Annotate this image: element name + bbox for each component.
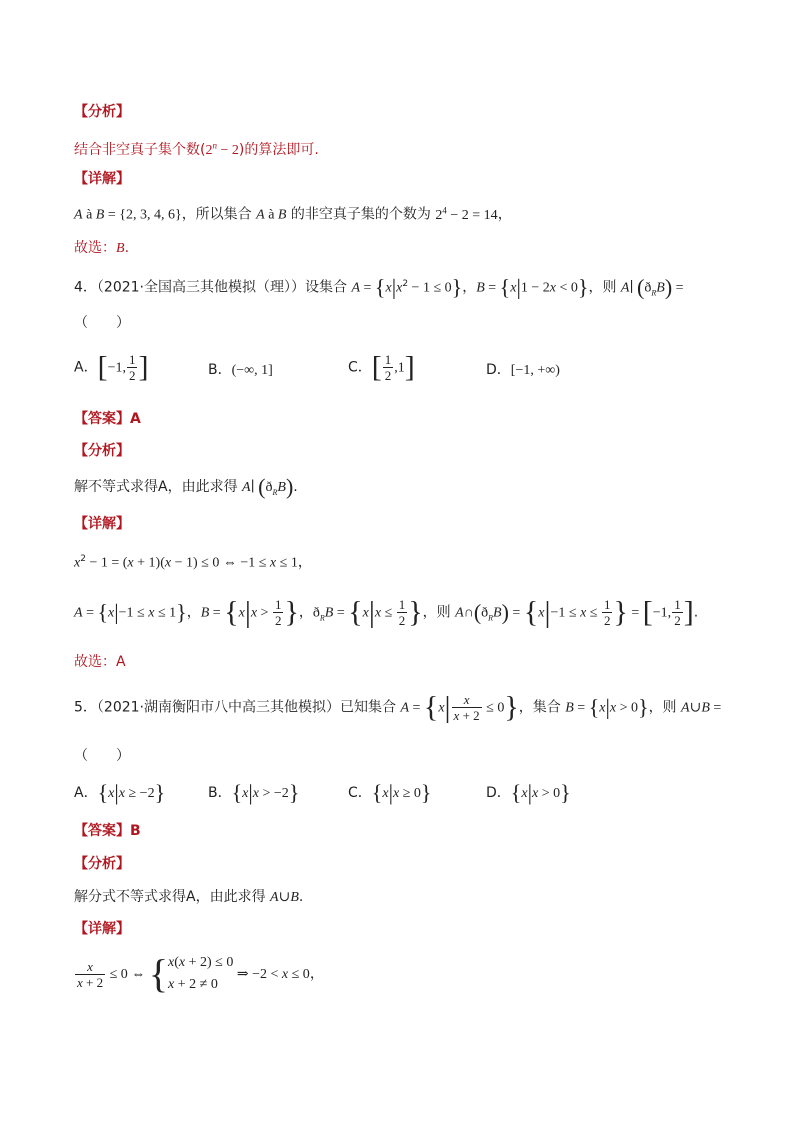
detail-line2-4: A = {x|−1 ≤ x ≤ 1}，B = {x|x > $\frac{1}{2}$ }，$ð_RB = \{x|x$ ≤ $\frac{1}{2}$ }，则 $A\cap(ð_RB) = \{x|-1 \le x$ ≤ $\frac{1}{2}$ } = [−1, $\frac{1}{2}$ ]. xyxy=(74,595,699,629)
detail-line1-5: $\frac{x}{x + 2}$ ≤ 0 ⇔ { x(x + 2) ≤ 0 x + 2 ≠ 0 ⇒ −2 < x ≤ 0， xyxy=(77,951,324,996)
answer-label-5: 【答案】B xyxy=(74,823,141,839)
detail-label-4: 【详解】 xyxy=(74,516,130,532)
analysis-text-5: 解分式不等式求得A，由此求得 A∪B. xyxy=(74,889,304,905)
q5-option-a[interactable]: A．{x|x ≥ −2} xyxy=(74,780,166,805)
analysis-label-3: 【分析】 xyxy=(74,104,130,120)
question-5-stem: 5．（2021·湖南衡阳市八中高三其他模拟）已知集合 A = {x| $\frac{x}{x + 2}$ ≤ 0}，集合 B = {x|x > 0}，则 A∪B = xyxy=(74,690,722,724)
q5-option-c[interactable]: C．{x|x ≥ 0} xyxy=(348,780,432,805)
question-5-options xyxy=(74,780,734,807)
analysis-text-4: 解不等式求得A，由此求得 A∣ $(ð_RB)$. xyxy=(74,474,298,499)
choice-text-4: 故选：A xyxy=(74,654,126,670)
analysis-label-4: 【分析】 xyxy=(74,443,130,459)
question-4-paren: （ ） xyxy=(74,315,130,331)
q4-option-a[interactable]: A．[−1, $\frac{1}{2}$ ] xyxy=(74,350,149,384)
question-5-paren: （ ） xyxy=(74,748,130,764)
q5-option-b[interactable]: B．{x|x > −2} xyxy=(208,780,300,805)
detail-line1-4: $x^2 - 1 = (x + 1)(x - 1) \le 0$ ⇔ −1 ≤ x ≤ 1， xyxy=(74,554,312,571)
q5-option-d[interactable]: D．{x|x > 0} xyxy=(486,780,571,805)
detail-text-3: A à B = {2, 3, 4, 6}，所以集合 A à B 的非空真子集的个数为 $2^4 - 2 = 14$， xyxy=(74,205,512,223)
analysis-text-3: 结合非空真子集个数$(2^n - 2)$的算法即可. xyxy=(74,140,319,158)
detail-label-3: 【详解】 xyxy=(74,171,130,187)
question-4-stem: 4．（2021·全国高三其他模拟（理））设集合 $A = \{x|x^2 - 1 \le 0\}$，B = {x|1 − 2x < 0}，则 A∣ $(ð_RB)$ = xyxy=(74,274,684,300)
analysis-label-5: 【分析】 xyxy=(74,856,130,872)
q4-option-c[interactable]: C．[ $\frac{1}{2}$ ,1] xyxy=(348,350,415,384)
choice-text-3: 故选：B. xyxy=(74,240,130,256)
answer-label-4: 【答案】A xyxy=(74,411,141,427)
detail-label-5: 【详解】 xyxy=(74,921,130,937)
question-4-options xyxy=(74,352,734,392)
q4-option-b[interactable]: B．(−∞, 1] xyxy=(208,362,273,378)
q4-option-d[interactable]: D．[−1, +∞) xyxy=(486,362,560,378)
